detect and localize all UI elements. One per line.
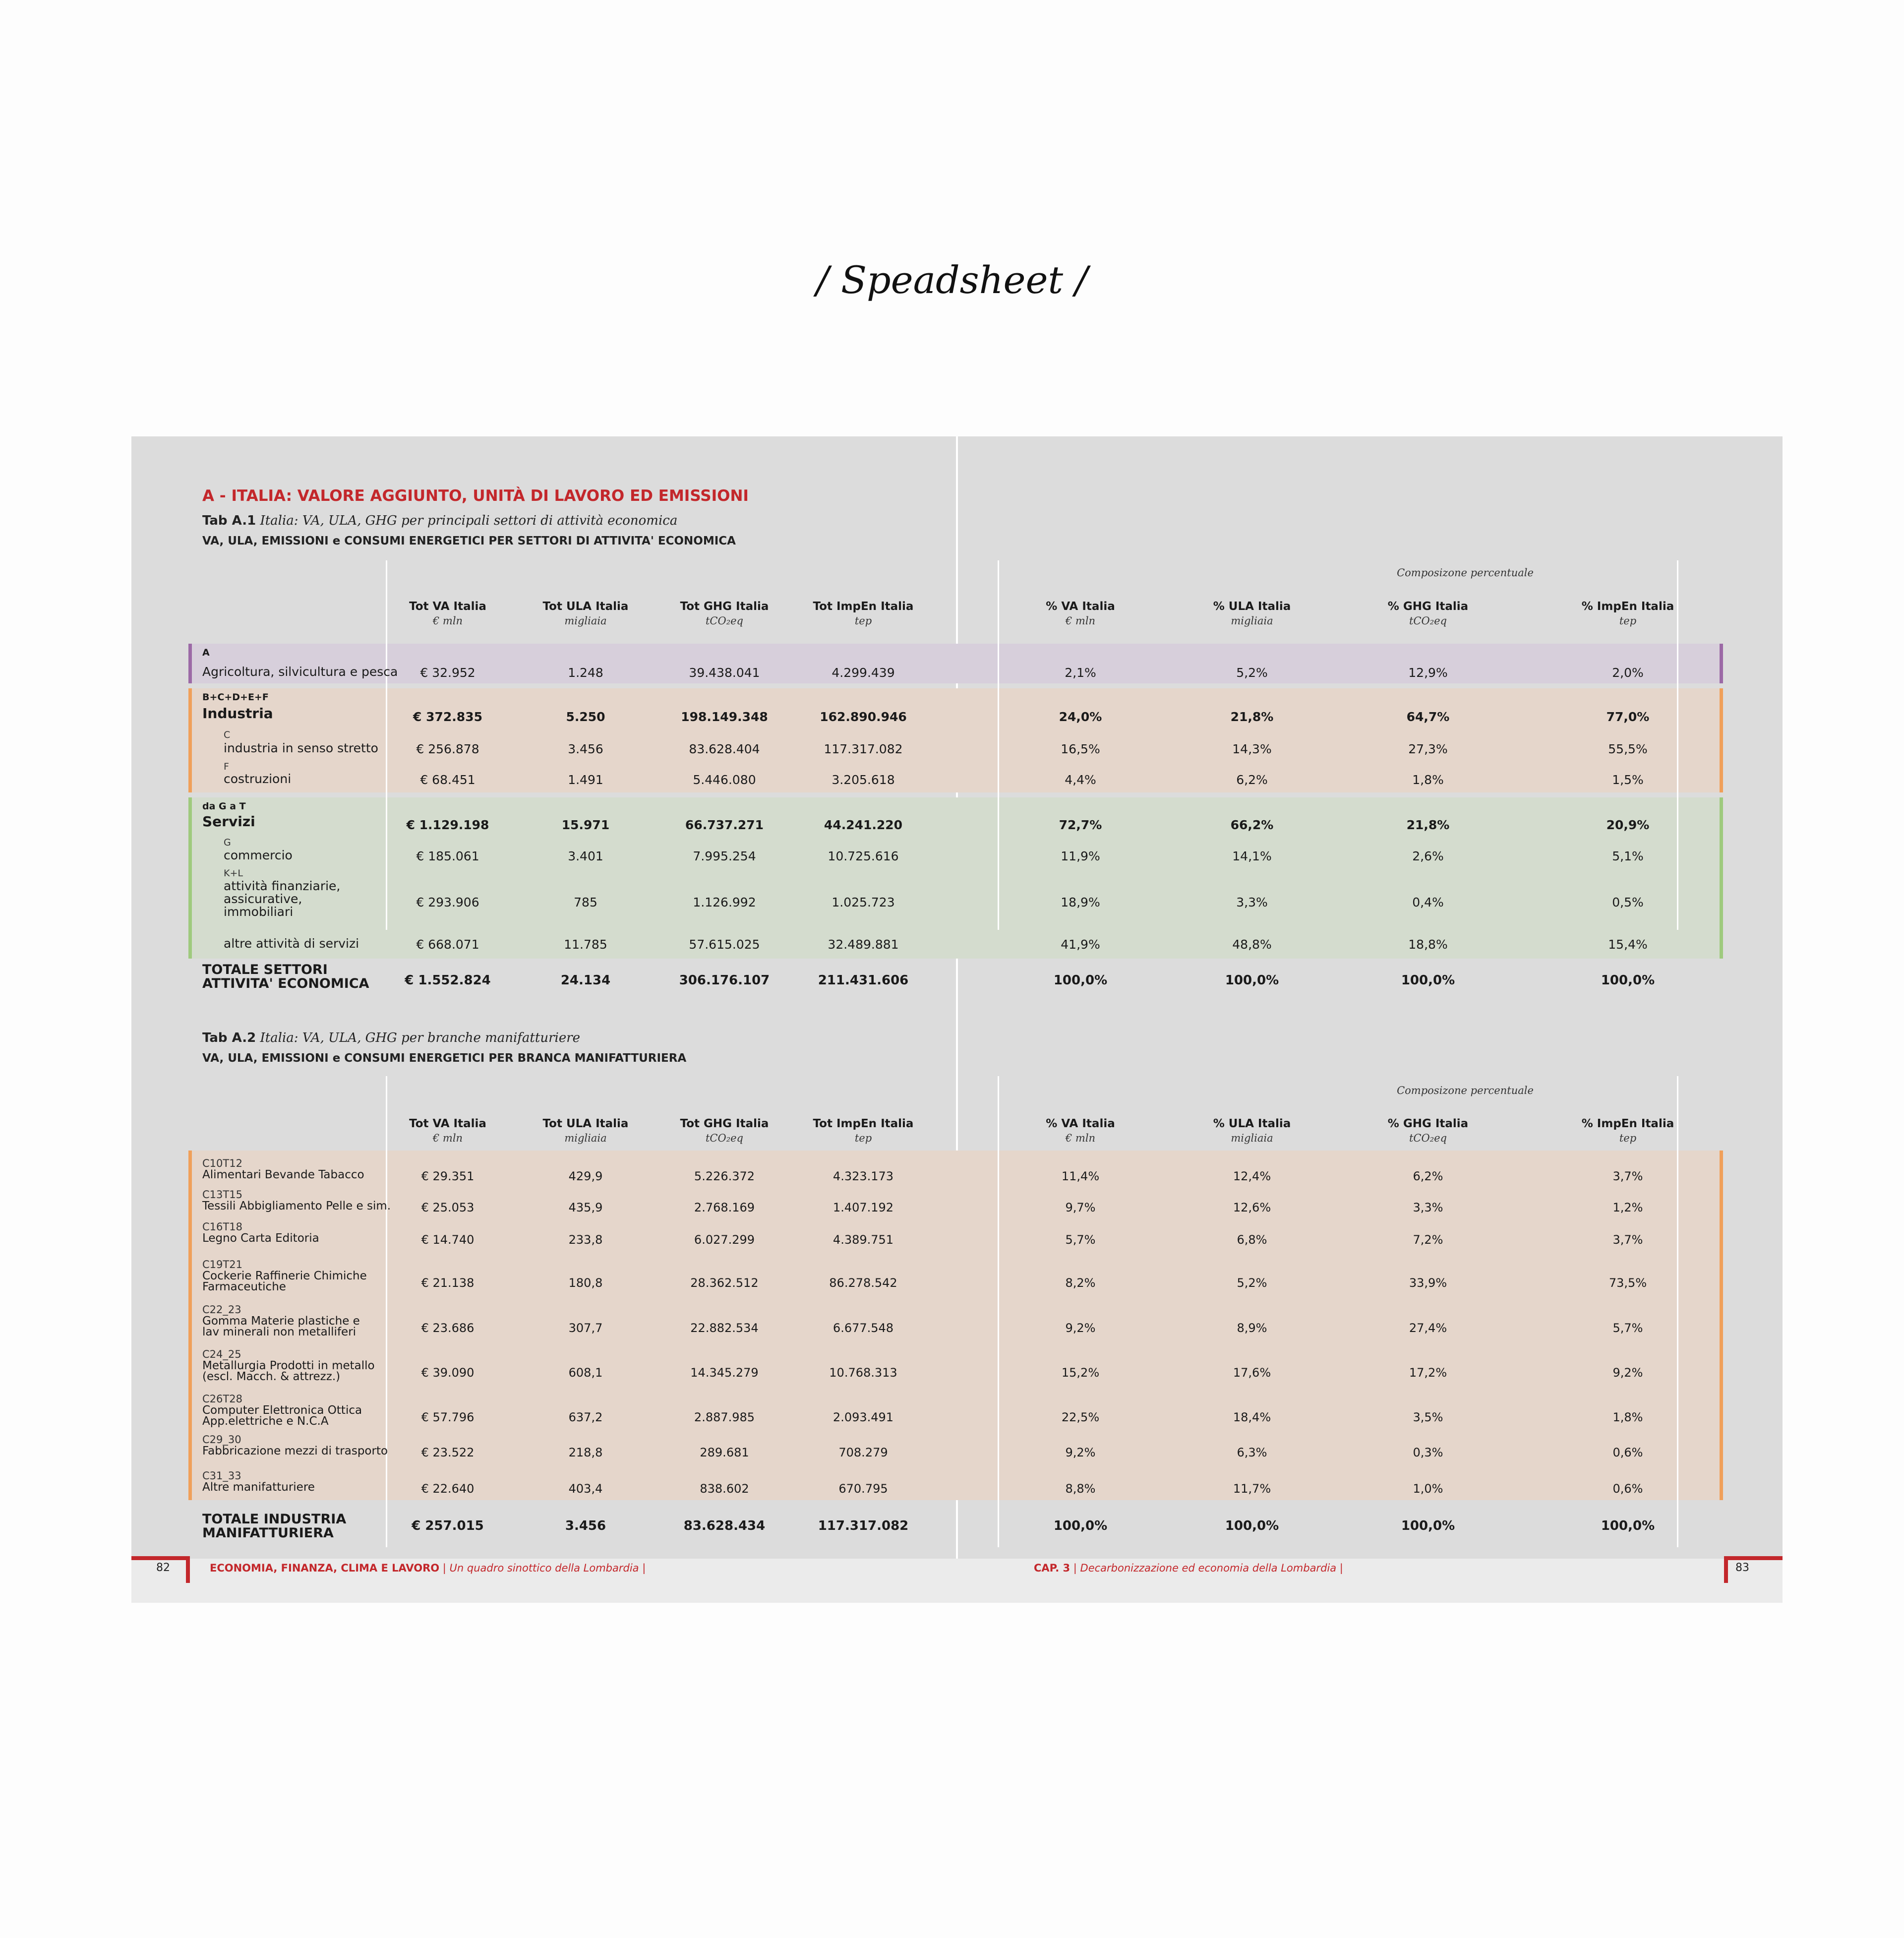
tab2-total-label-line: MANIFATTURIERA bbox=[202, 1525, 334, 1541]
footer-left-marker-bar bbox=[186, 1556, 190, 1583]
tab1-finanziarie-imp-cell: 1.025.723 bbox=[832, 895, 895, 909]
tab1-row-code: K+L bbox=[224, 868, 243, 879]
column-unit: tCO₂eq bbox=[1409, 615, 1447, 627]
tab2-caption-text: Italia: VA, ULA, GHG per branche manifatturiere bbox=[260, 1030, 581, 1045]
tab2-row4-ghg-cell: 28.362.512 bbox=[690, 1276, 759, 1290]
tab2-row-code: C26T28 bbox=[202, 1393, 242, 1405]
tab2-row9-imp-cell: 670.795 bbox=[838, 1482, 888, 1496]
tab2-total-ula-cell: 3.456 bbox=[565, 1518, 606, 1533]
tab2-row4-pva-cell: 8,2% bbox=[1065, 1276, 1096, 1290]
tab1-industria-stretto-pula-cell: 14,3% bbox=[1232, 742, 1272, 756]
tab2-header-ghg bbox=[660, 1117, 789, 1144]
tab1-header-ghg bbox=[660, 600, 789, 627]
tab1-commercio-pva-cell: 11,9% bbox=[1061, 849, 1100, 863]
column-unit: € mln bbox=[1065, 1132, 1096, 1144]
band-right-edge bbox=[1720, 1151, 1723, 1500]
tab1-altre-servizi-va-cell: € 668.071 bbox=[416, 937, 479, 952]
tab1-row-label: costruzioni bbox=[224, 772, 292, 786]
tab2-row3-ghg-cell: 6.027.299 bbox=[694, 1233, 755, 1247]
column-title: % ImpEn Italia bbox=[1581, 1117, 1674, 1130]
tab2-row2-imp-cell: 1.407.192 bbox=[833, 1201, 894, 1214]
tab1-header-va bbox=[383, 600, 512, 627]
tab1-total-pimp-cell: 100,0% bbox=[1601, 973, 1655, 988]
tab1-servizi-imp-cell: 44.241.220 bbox=[824, 818, 903, 832]
band-right-edge bbox=[1720, 688, 1723, 792]
column-title: % VA Italia bbox=[1046, 1117, 1115, 1130]
tab2-row-code: C19T21 bbox=[202, 1259, 242, 1271]
column-title: % GHG Italia bbox=[1387, 600, 1469, 613]
tab2-row-label-line: Metallurgia Prodotti in metallo bbox=[202, 1359, 375, 1372]
column-unit: migliaia bbox=[1231, 1132, 1273, 1144]
tab1-agricoltura-pva-cell: 2,1% bbox=[1065, 666, 1096, 680]
tab1-header-ula bbox=[521, 600, 650, 627]
tab2-row3-imp-cell: 4.389.751 bbox=[833, 1233, 894, 1247]
tab2-row5-pimp-cell: 5,7% bbox=[1612, 1321, 1643, 1335]
tab2-row2-va-cell: € 25.053 bbox=[421, 1201, 475, 1214]
tab1-row-label-line: attività finanziarie, bbox=[224, 879, 341, 893]
tab2-row8-pimp-cell: 0,6% bbox=[1612, 1446, 1643, 1459]
tab1-industria-stretto-ghg-cell: 83.628.404 bbox=[689, 742, 760, 756]
tab1-row-code: B+C+D+E+F bbox=[202, 692, 269, 703]
tab1-agricoltura-ula-cell: 1.248 bbox=[568, 666, 603, 680]
footer-right-marker bbox=[1724, 1556, 1783, 1560]
tab2-row8-pghg-cell: 0,3% bbox=[1413, 1446, 1443, 1459]
tab2-row6-ghg-cell: 14.345.279 bbox=[690, 1366, 759, 1380]
tab2-row1-pghg-cell: 6,2% bbox=[1413, 1169, 1443, 1183]
column-title: Tot VA Italia bbox=[409, 600, 486, 613]
tab1-total-va-cell: € 1.552.824 bbox=[405, 973, 491, 988]
tab2-row-code: C24_25 bbox=[202, 1348, 241, 1360]
band-left-edge bbox=[188, 644, 192, 683]
tab2-row1-pva-cell: 11,4% bbox=[1061, 1169, 1100, 1183]
tab1-altre-servizi-ula-cell: 11.785 bbox=[564, 937, 607, 952]
tab2-row7-ula-cell: 637,2 bbox=[568, 1410, 603, 1424]
tab1-total-label-line: ATTIVITA' ECONOMICA bbox=[202, 976, 369, 991]
tab2-row6-pva-cell: 15,2% bbox=[1061, 1366, 1100, 1380]
column-title: Tot ImpEn Italia bbox=[813, 600, 914, 613]
column-title: Tot GHG Italia bbox=[680, 600, 769, 613]
tab2-total-pghg-cell: 100,0% bbox=[1401, 1518, 1455, 1533]
tab1-total-pva-cell: 100,0% bbox=[1053, 973, 1108, 988]
tab2-row3-pimp-cell: 3,7% bbox=[1612, 1233, 1643, 1247]
column-unit: tCO₂eq bbox=[705, 615, 743, 627]
tab2-total-label-line: TOTALE INDUSTRIA bbox=[202, 1512, 347, 1527]
tab1-commercio-ghg-cell: 7.995.254 bbox=[693, 849, 756, 863]
column-unit: tCO₂eq bbox=[1409, 1132, 1447, 1144]
tab1-servizi-pva-cell: 72,7% bbox=[1059, 818, 1102, 832]
tab2-row9-pula-cell: 11,7% bbox=[1233, 1482, 1271, 1496]
tab1-row-label: altre attività di servizi bbox=[224, 936, 359, 951]
tab1-total-label-line: TOTALE SETTORI bbox=[202, 962, 328, 977]
tab2-row6-ula-cell: 608,1 bbox=[568, 1366, 603, 1380]
tab2-row3-pva-cell: 5,7% bbox=[1065, 1233, 1096, 1247]
tab1-header-pimp bbox=[1563, 600, 1692, 627]
tab2-row7-imp-cell: 2.093.491 bbox=[833, 1410, 894, 1424]
tab2-total-va-cell: € 257.015 bbox=[412, 1518, 484, 1533]
tab1-row-label: Industria bbox=[202, 705, 273, 722]
tab1-agricoltura-pimp-cell: 2,0% bbox=[1612, 666, 1644, 680]
tab1-servizi-va-cell: € 1.129.198 bbox=[406, 818, 489, 832]
tab1-divider-mid bbox=[998, 560, 999, 930]
tab2-total-pimp-cell: 100,0% bbox=[1601, 1518, 1655, 1533]
tab2-row9-ghg-cell: 838.602 bbox=[700, 1482, 749, 1496]
page-number-right: 83 bbox=[1735, 1562, 1749, 1574]
tab1-finanziarie-pghg-cell: 0,4% bbox=[1412, 895, 1444, 909]
band-right-edge bbox=[1720, 797, 1723, 959]
footer-right-title: CAP. 3 bbox=[1034, 1562, 1071, 1574]
tab1-altre-servizi-pimp-cell: 15,4% bbox=[1608, 937, 1648, 952]
tab2-row-code: C29_30 bbox=[202, 1434, 241, 1446]
tab2-row6-imp-cell: 10.768.313 bbox=[829, 1366, 897, 1380]
tab1-industria-stretto-pimp-cell: 55,5% bbox=[1608, 742, 1648, 756]
tab2-row4-imp-cell: 86.278.542 bbox=[829, 1276, 897, 1290]
tab2-row5-va-cell: € 23.686 bbox=[421, 1321, 475, 1335]
tab1-header-pghg bbox=[1364, 600, 1492, 627]
tab1-servizi-ghg-cell: 66.737.271 bbox=[685, 818, 764, 832]
tab2-row9-va-cell: € 22.640 bbox=[421, 1482, 475, 1496]
column-unit: migliaia bbox=[564, 615, 607, 627]
tab2-row-code: C31_33 bbox=[202, 1470, 241, 1482]
column-unit: tep bbox=[1619, 1132, 1637, 1144]
tab2-row4-ula-cell: 180,8 bbox=[568, 1276, 603, 1290]
tab2-row1-va-cell: € 29.351 bbox=[421, 1169, 475, 1183]
tab1-industria-va-cell: € 372.835 bbox=[413, 710, 482, 724]
tab2-row7-pghg-cell: 3,5% bbox=[1413, 1410, 1443, 1424]
column-title: Tot ImpEn Italia bbox=[813, 1117, 914, 1130]
tab1-altre-servizi-pghg-cell: 18,8% bbox=[1408, 937, 1448, 952]
column-unit: migliaia bbox=[564, 1132, 607, 1144]
section-title: A - ITALIA: VALORE AGGIUNTO, UNITÀ DI LAVORO ED EMISSIONI bbox=[202, 487, 749, 505]
tab2-row1-imp-cell: 4.323.173 bbox=[833, 1169, 894, 1183]
column-unit: € mln bbox=[432, 615, 463, 627]
tab1-row-label: commercio bbox=[224, 848, 293, 862]
tab1-industria-stretto-pva-cell: 16,5% bbox=[1061, 742, 1100, 756]
tab1-row-label: industria in senso stretto bbox=[224, 741, 378, 755]
tab1-row-label: Servizi bbox=[202, 813, 255, 830]
tab2-divider-label bbox=[386, 1076, 387, 1547]
column-title: Tot ULA Italia bbox=[542, 1117, 629, 1130]
tab1-finanziarie-ghg-cell: 1.126.992 bbox=[693, 895, 756, 909]
tab2-label: Tab A.2 bbox=[202, 1030, 256, 1045]
tab2-row-label-line: Cockerie Raffinerie Chimiche bbox=[202, 1270, 367, 1282]
tab2-row-code: C16T18 bbox=[202, 1221, 242, 1233]
tab2-row-label-line: lav minerali non metalliferi bbox=[202, 1326, 357, 1338]
tab1-finanziarie-pula-cell: 3,3% bbox=[1236, 895, 1268, 909]
tab1-finanziarie-pimp-cell: 0,5% bbox=[1612, 895, 1644, 909]
tab2-row9-pimp-cell: 0,6% bbox=[1612, 1482, 1643, 1496]
band-right-edge bbox=[1720, 644, 1723, 683]
tab1-agricoltura-imp-cell: 4.299.439 bbox=[832, 666, 895, 680]
tab1-caption-text: Italia: VA, ULA, GHG per principali settori di attività economica bbox=[260, 513, 678, 528]
tab2-header-ula bbox=[521, 1117, 650, 1144]
tab2-row-code: C13T15 bbox=[202, 1189, 242, 1201]
footer-left-marker bbox=[131, 1556, 190, 1560]
column-title: Tot VA Italia bbox=[409, 1117, 486, 1130]
tab2-row4-pimp-cell: 73,5% bbox=[1608, 1276, 1647, 1290]
footer-left-title: ECONOMIA, FINANZA, CLIMA E LAVORO bbox=[210, 1562, 440, 1574]
tab2-header-imp bbox=[799, 1117, 928, 1144]
tab2-row7-va-cell: € 57.796 bbox=[421, 1410, 475, 1424]
tab2-row7-pimp-cell: 1,8% bbox=[1612, 1410, 1643, 1424]
tab2-row5-ula-cell: 307,7 bbox=[568, 1321, 603, 1335]
tab2-total-ghg-cell: 83.628.434 bbox=[683, 1518, 766, 1533]
tab1-industria-ula-cell: 5.250 bbox=[566, 710, 605, 724]
tab2-row5-ghg-cell: 22.882.534 bbox=[690, 1321, 759, 1335]
tab1-row-code: A bbox=[202, 647, 210, 658]
tab1-industria-pghg-cell: 64,7% bbox=[1406, 710, 1450, 724]
tab2-row6-va-cell: € 39.090 bbox=[421, 1366, 475, 1380]
tab1-caption bbox=[202, 513, 677, 528]
tab2-row-label-line: Computer Elettronica Ottica bbox=[202, 1404, 362, 1417]
tab2-row3-ula-cell: 233,8 bbox=[568, 1233, 603, 1247]
tab1-costruzioni-pva-cell: 4,4% bbox=[1065, 773, 1096, 787]
tab1-costruzioni-ula-cell: 1.491 bbox=[568, 773, 603, 787]
tab1-costruzioni-pghg-cell: 1,8% bbox=[1412, 773, 1444, 787]
tab1-industria-pimp-cell: 77,0% bbox=[1606, 710, 1650, 724]
tab2-row8-imp-cell: 708.279 bbox=[838, 1446, 888, 1459]
tab2-row2-ula-cell: 435,9 bbox=[568, 1201, 603, 1214]
tab1-finanziarie-ula-cell: 785 bbox=[574, 895, 597, 909]
tab2-header-pva bbox=[1016, 1117, 1145, 1144]
tab2-row-label-line: (escl. Macch. & attrezz.) bbox=[202, 1370, 341, 1383]
tab1-altre-servizi-pva-cell: 41,9% bbox=[1061, 937, 1100, 952]
tab2-total-pula-cell: 100,0% bbox=[1225, 1518, 1279, 1533]
footer-left-running-head bbox=[210, 1562, 646, 1574]
tab1-header-pva bbox=[1016, 600, 1145, 627]
tab2-row1-pula-cell: 12,4% bbox=[1233, 1169, 1271, 1183]
tab2-subtitle: VA, ULA, EMISSIONI e CONSUMI ENERGETICI PER BRANCA MANIFATTURIERA bbox=[202, 1052, 687, 1065]
tab2-row8-va-cell: € 23.522 bbox=[421, 1446, 475, 1459]
tab2-row2-pimp-cell: 1,2% bbox=[1612, 1201, 1643, 1214]
tab2-caption bbox=[202, 1030, 580, 1045]
tab2-row7-pula-cell: 18,4% bbox=[1233, 1410, 1271, 1424]
tab1-header-pula bbox=[1188, 600, 1316, 627]
tab1-servizi-pimp-cell: 20,9% bbox=[1606, 818, 1650, 832]
tab2-total-pva-cell: 100,0% bbox=[1053, 1518, 1108, 1533]
tab2-row5-pula-cell: 8,9% bbox=[1237, 1321, 1267, 1335]
tab1-servizi-pghg-cell: 21,8% bbox=[1406, 818, 1450, 832]
column-title: % ImpEn Italia bbox=[1581, 600, 1674, 613]
tab2-row6-pimp-cell: 9,2% bbox=[1612, 1366, 1643, 1380]
tab2-row9-ula-cell: 403,4 bbox=[568, 1482, 603, 1496]
tab2-row2-pghg-cell: 3,3% bbox=[1413, 1201, 1443, 1214]
tab2-row-label-line: Legno Carta Editoria bbox=[202, 1232, 319, 1245]
tab2-row-label-line: App.elettriche e N.C.A bbox=[202, 1415, 329, 1428]
tab1-commercio-imp-cell: 10.725.616 bbox=[828, 849, 899, 863]
tab2-row3-va-cell: € 14.740 bbox=[421, 1233, 475, 1247]
tab2-row9-pva-cell: 8,8% bbox=[1065, 1482, 1096, 1496]
tab1-servizi-pula-cell: 66,2% bbox=[1230, 818, 1274, 832]
tab1-total-ula-cell: 24.134 bbox=[560, 973, 611, 988]
tab2-row2-pva-cell: 9,7% bbox=[1065, 1201, 1096, 1214]
tab1-total-imp-cell: 211.431.606 bbox=[818, 973, 909, 988]
column-unit: € mln bbox=[1065, 615, 1096, 627]
footer-right-marker-bar bbox=[1724, 1556, 1728, 1583]
tab1-row-label-line: immobiliari bbox=[224, 905, 294, 919]
column-unit: € mln bbox=[432, 1132, 463, 1144]
tab2-row-label-line: Altre manifatturiere bbox=[202, 1481, 315, 1494]
tab2-row1-ula-cell: 429,9 bbox=[568, 1169, 603, 1183]
tab2-composizione: Composizone percentuale bbox=[1397, 1085, 1534, 1096]
tab2-row-code: C10T12 bbox=[202, 1157, 242, 1169]
tab1-agricoltura-pula-cell: 5,2% bbox=[1236, 666, 1268, 680]
tab1-altre-servizi-ghg-cell: 57.615.025 bbox=[689, 937, 760, 952]
band-left-edge bbox=[188, 1151, 192, 1500]
tab2-row7-ghg-cell: 2.887.985 bbox=[694, 1410, 755, 1424]
tab2-row5-imp-cell: 6.677.548 bbox=[833, 1321, 894, 1335]
column-unit: tep bbox=[1619, 615, 1637, 627]
tab1-agricoltura-pghg-cell: 12,9% bbox=[1408, 666, 1448, 680]
tab2-row8-pva-cell: 9,2% bbox=[1065, 1446, 1096, 1459]
tab1-subtitle: VA, ULA, EMISSIONI e CONSUMI ENERGETICI PER SETTORI DI ATTIVITA' ECONOMICA bbox=[202, 535, 736, 547]
tab1-composizione: Composizone percentuale bbox=[1397, 567, 1534, 579]
band-left-edge bbox=[188, 688, 192, 792]
tab2-row3-pghg-cell: 7,2% bbox=[1413, 1233, 1443, 1247]
tab2-row4-pula-cell: 5,2% bbox=[1237, 1276, 1267, 1290]
tab2-row-label-line: Fabbricazione mezzi di trasporto bbox=[202, 1445, 388, 1457]
tab2-row-code: C22_23 bbox=[202, 1304, 241, 1316]
tab1-row-code: F bbox=[224, 761, 229, 772]
tab1-costruzioni-pimp-cell: 1,5% bbox=[1612, 773, 1644, 787]
tab1-header-imp bbox=[799, 600, 928, 627]
tab2-row-label-line: Gomma Materie plastiche e bbox=[202, 1315, 360, 1328]
tab2-row5-pva-cell: 9,2% bbox=[1065, 1321, 1096, 1335]
tab1-agricoltura-ghg-cell: 39.438.041 bbox=[689, 666, 760, 680]
tab2-row1-pimp-cell: 3,7% bbox=[1612, 1169, 1643, 1183]
column-unit: tep bbox=[854, 615, 872, 627]
column-title: % GHG Italia bbox=[1387, 1117, 1469, 1130]
tab1-row-label: Agricoltura, silvicultura e pesca bbox=[202, 665, 398, 679]
tab2-row6-pghg-cell: 17,2% bbox=[1409, 1366, 1447, 1380]
tab1-total-pula-cell: 100,0% bbox=[1225, 973, 1279, 988]
tab2-row4-va-cell: € 21.138 bbox=[421, 1276, 475, 1290]
tab1-label: Tab A.1 bbox=[202, 513, 256, 528]
tab1-industria-imp-cell: 162.890.946 bbox=[820, 710, 907, 724]
tab1-servizi-ula-cell: 15.971 bbox=[561, 818, 610, 832]
tab1-costruzioni-pula-cell: 6,2% bbox=[1236, 773, 1268, 787]
tab2-divider-mid bbox=[998, 1076, 999, 1547]
tab1-finanziarie-va-cell: € 293.906 bbox=[416, 895, 479, 909]
tab1-row-label-line: assicurative, bbox=[224, 892, 302, 906]
column-title: Tot GHG Italia bbox=[680, 1117, 769, 1130]
tab2-row4-pghg-cell: 33,9% bbox=[1409, 1276, 1447, 1290]
tab1-commercio-pimp-cell: 5,1% bbox=[1612, 849, 1644, 863]
tab1-row-code: G bbox=[224, 837, 231, 848]
tab2-row5-pghg-cell: 27,4% bbox=[1409, 1321, 1447, 1335]
tab1-altre-servizi-pula-cell: 48,8% bbox=[1232, 937, 1272, 952]
tab1-agricoltura-va-cell: € 32.952 bbox=[420, 666, 476, 680]
column-unit: migliaia bbox=[1231, 615, 1273, 627]
tab2-header-pula bbox=[1188, 1117, 1316, 1144]
tab2-row8-ula-cell: 218,8 bbox=[568, 1446, 603, 1459]
tab1-costruzioni-ghg-cell: 5.446.080 bbox=[693, 773, 756, 787]
tab2-total-imp-cell: 117.317.082 bbox=[818, 1518, 909, 1533]
tab2-row8-pula-cell: 6,3% bbox=[1237, 1446, 1267, 1459]
tab1-industria-stretto-ula-cell: 3.456 bbox=[568, 742, 603, 756]
tab2-row-label-line: Farmaceutiche bbox=[202, 1280, 286, 1293]
tab1-industria-stretto-va-cell: € 256.878 bbox=[416, 742, 479, 756]
tab1-commercio-ula-cell: 3.401 bbox=[568, 849, 603, 863]
tab2-row3-pula-cell: 6,8% bbox=[1237, 1233, 1267, 1247]
tab2-row7-pva-cell: 22,5% bbox=[1061, 1410, 1100, 1424]
tab2-row-label-line: Alimentari Bevande Tabacco bbox=[202, 1168, 364, 1181]
tab2-row2-pula-cell: 12,6% bbox=[1233, 1201, 1271, 1214]
column-title: % ULA Italia bbox=[1213, 600, 1291, 613]
tab2-row9-pghg-cell: 1,0% bbox=[1413, 1482, 1443, 1496]
footer-right-subtitle: | Decarbonizzazione ed economia della Lombardia | bbox=[1073, 1562, 1343, 1574]
tab1-industria-stretto-imp-cell: 117.317.082 bbox=[824, 742, 903, 756]
tab2-row2-ghg-cell: 2.768.169 bbox=[694, 1201, 755, 1214]
tab1-industria-stretto-pghg-cell: 27,3% bbox=[1408, 742, 1448, 756]
tab1-row-code: C bbox=[224, 729, 231, 740]
tab2-row8-ghg-cell: 289.681 bbox=[700, 1446, 749, 1459]
tab2-header-pimp bbox=[1563, 1117, 1692, 1144]
tab1-industria-pula-cell: 21,8% bbox=[1230, 710, 1274, 724]
tab2-header-pghg bbox=[1364, 1117, 1492, 1144]
column-unit: tep bbox=[854, 1132, 872, 1144]
tab1-industria-pva-cell: 24,0% bbox=[1059, 710, 1102, 724]
tab2-row1-ghg-cell: 5.226.372 bbox=[694, 1169, 755, 1183]
tab1-row-code: da G a T bbox=[202, 801, 246, 812]
band-left-edge bbox=[188, 797, 192, 959]
tab1-commercio-pghg-cell: 2,6% bbox=[1412, 849, 1444, 863]
tab1-commercio-va-cell: € 185.061 bbox=[416, 849, 479, 863]
column-title: Tot ULA Italia bbox=[542, 600, 629, 613]
tab2-header-va bbox=[383, 1117, 512, 1144]
tab1-total-ghg-cell: 306.176.107 bbox=[679, 973, 770, 988]
tab1-altre-servizi-imp-cell: 32.489.881 bbox=[828, 937, 899, 952]
page-number-left: 82 bbox=[156, 1562, 170, 1574]
page-title: / Speadsheet / bbox=[816, 258, 1088, 302]
tab1-industria-ghg-cell: 198.149.348 bbox=[681, 710, 768, 724]
tab1-total-pghg-cell: 100,0% bbox=[1401, 973, 1455, 988]
tab1-costruzioni-va-cell: € 68.451 bbox=[420, 773, 476, 787]
spreadsheet-spread bbox=[131, 436, 1783, 1603]
footer-left-subtitle: | Un quadro sinottico della Lombardia | bbox=[442, 1562, 646, 1574]
tab1-commercio-pula-cell: 14,1% bbox=[1232, 849, 1272, 863]
footer-right-running-head bbox=[1034, 1562, 1343, 1574]
tab1-costruzioni-imp-cell: 3.205.618 bbox=[832, 773, 895, 787]
column-title: % VA Italia bbox=[1046, 600, 1115, 613]
tab2-row6-pula-cell: 17,6% bbox=[1233, 1366, 1271, 1380]
tab2-divider-right bbox=[1677, 1076, 1678, 1547]
tab2-row-label-line: Tessili Abbigliamento Pelle e sim. bbox=[202, 1200, 391, 1212]
column-title: % ULA Italia bbox=[1213, 1117, 1291, 1130]
tab1-finanziarie-pva-cell: 18,9% bbox=[1061, 895, 1100, 909]
column-unit: tCO₂eq bbox=[705, 1132, 743, 1144]
